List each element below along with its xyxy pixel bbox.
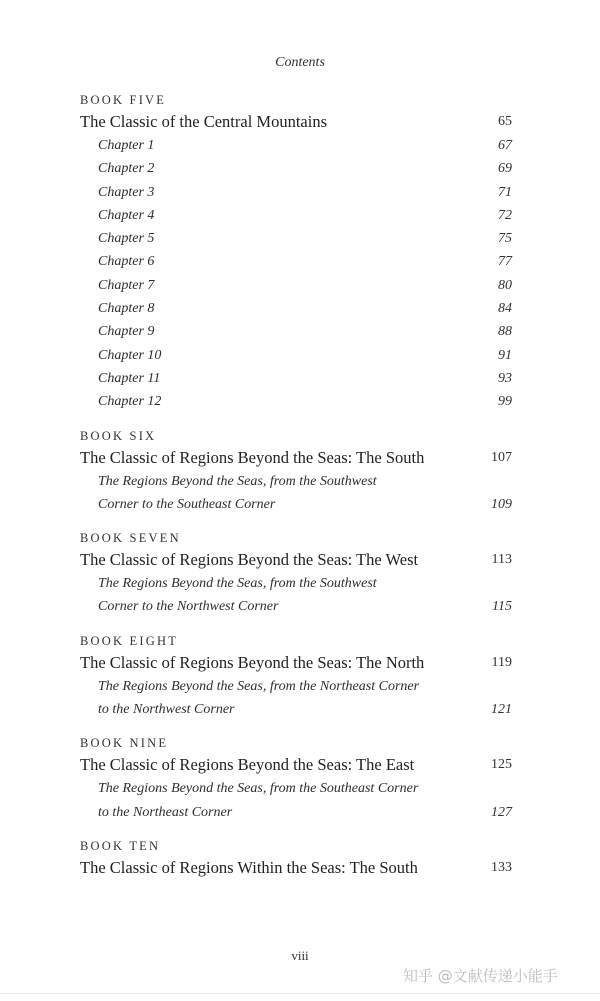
page-number: 121: [491, 702, 512, 718]
page-number: 119: [491, 654, 512, 670]
chapter-label: Chapter 12: [98, 394, 162, 410]
entry-title: The Classic of Regions Beyond the Seas: The West: [80, 550, 419, 570]
chapter-label: Chapter 3: [98, 184, 155, 200]
toc-entry-chapter[interactable]: [80, 157, 512, 180]
page-number: 72: [498, 207, 512, 223]
toc-entry-chapter[interactable]: [80, 181, 512, 204]
toc-book-seven: [80, 528, 512, 619]
page-number: 88: [498, 324, 512, 340]
sub-title-line-2: Corner to the Southeast Corner: [98, 496, 276, 512]
toc-entry-main[interactable]: [80, 548, 512, 572]
chapter-label: Chapter 9: [98, 324, 155, 340]
page-number: 133: [491, 859, 512, 875]
chapter-label: Chapter 6: [98, 254, 155, 270]
toc-book-six: [80, 426, 512, 517]
running-head: Contents: [275, 55, 325, 70]
page-number: 65: [498, 114, 512, 129]
entry-title: The Classic of Regions Beyond the Seas: The South: [80, 447, 425, 467]
chapter-label: Chapter 4: [98, 207, 155, 223]
page-number: 71: [498, 184, 512, 200]
page-number: 127: [491, 804, 512, 820]
chapter-label: Chapter 8: [98, 301, 155, 317]
entry-title: The Classic of Regions Beyond the Seas: The East: [80, 755, 415, 775]
page-number: 125: [491, 757, 512, 773]
page-number: 80: [498, 277, 512, 293]
page-number: 113: [491, 552, 512, 568]
toc-entry-chapter[interactable]: [80, 320, 512, 343]
entry-title: The Classic of the Central Mountains: [80, 112, 327, 131]
toc-entry-sub[interactable]: [80, 470, 512, 517]
sub-title-line-2: Corner to the Northwest Corner: [98, 599, 279, 615]
chapter-label: Chapter 7: [98, 277, 155, 293]
toc-entry-main[interactable]: [80, 446, 512, 470]
page-number: 77: [498, 254, 512, 270]
toc-book-ten: [80, 836, 512, 880]
sub-title-line-1: The Regions Beyond the Seas, from the Southeast Corner: [98, 781, 419, 797]
watermark: 知乎 @文献传递小能手: [403, 967, 558, 985]
page-number: 75: [498, 231, 512, 247]
bottom-divider: [0, 993, 600, 994]
page-number: 93: [498, 370, 512, 386]
toc-book-eight: [80, 631, 512, 722]
toc-entry-chapter[interactable]: [80, 344, 512, 367]
table-of-contents: [80, 90, 512, 892]
page-number: 107: [491, 449, 512, 465]
toc-entry-chapter[interactable]: [80, 390, 512, 413]
page-number: 115: [492, 599, 512, 615]
sub-title-line-1: The Regions Beyond the Seas, from the Southwest: [98, 576, 377, 592]
book-label: BOOK SEVEN: [80, 531, 181, 546]
page-number: 109: [491, 496, 512, 512]
toc-entry-main[interactable]: [80, 651, 512, 675]
chapter-label: Chapter 1: [98, 138, 155, 153]
sub-title-line-2: to the Northwest Corner: [98, 702, 235, 718]
toc-book-five: [80, 90, 512, 414]
chapter-label: Chapter 2: [98, 161, 155, 177]
toc-entry-sub[interactable]: [80, 675, 512, 722]
toc-entry-chapter[interactable]: [80, 367, 512, 390]
toc-entry-sub[interactable]: [80, 572, 512, 619]
page-number: 84: [498, 301, 512, 317]
book-label: BOOK SIX: [80, 428, 157, 443]
toc-entry-chapter[interactable]: [80, 250, 512, 273]
toc-entry-main[interactable]: [80, 110, 512, 134]
chapter-label: Chapter 10: [98, 347, 162, 363]
page-number: 67: [498, 138, 512, 153]
page-number: 69: [498, 161, 512, 177]
book-label: BOOK EIGHT: [80, 633, 179, 648]
book-label: BOOK FIVE: [80, 93, 167, 107]
toc-entry-main[interactable]: [80, 856, 512, 880]
folio-page-number: viii: [291, 948, 309, 963]
toc-entry-chapter[interactable]: [80, 297, 512, 320]
toc-entry-chapter[interactable]: [80, 227, 512, 250]
page-number: 91: [498, 347, 512, 363]
toc-entry-chapter[interactable]: [80, 274, 512, 297]
page-number: 99: [498, 394, 512, 410]
entry-title: The Classic of Regions Within the Seas: The South: [80, 857, 418, 877]
chapter-label: Chapter 5: [98, 231, 155, 247]
book-label: BOOK NINE: [80, 736, 169, 751]
toc-entry-chapter[interactable]: [80, 134, 512, 157]
sub-title-line-2: to the Northeast Corner: [98, 804, 233, 820]
chapter-label: Chapter 11: [98, 370, 161, 386]
sub-title-line-1: The Regions Beyond the Seas, from the Southwest: [98, 473, 377, 489]
toc-entry-sub[interactable]: [80, 777, 512, 824]
entry-title: The Classic of Regions Beyond the Seas: The North: [80, 652, 425, 672]
toc-book-nine: [80, 733, 512, 824]
toc-entry-main[interactable]: [80, 753, 512, 777]
book-label: BOOK TEN: [80, 838, 161, 853]
sub-title-line-1: The Regions Beyond the Seas, from the Northeast Corner: [98, 678, 420, 694]
toc-entry-chapter[interactable]: [80, 204, 512, 227]
